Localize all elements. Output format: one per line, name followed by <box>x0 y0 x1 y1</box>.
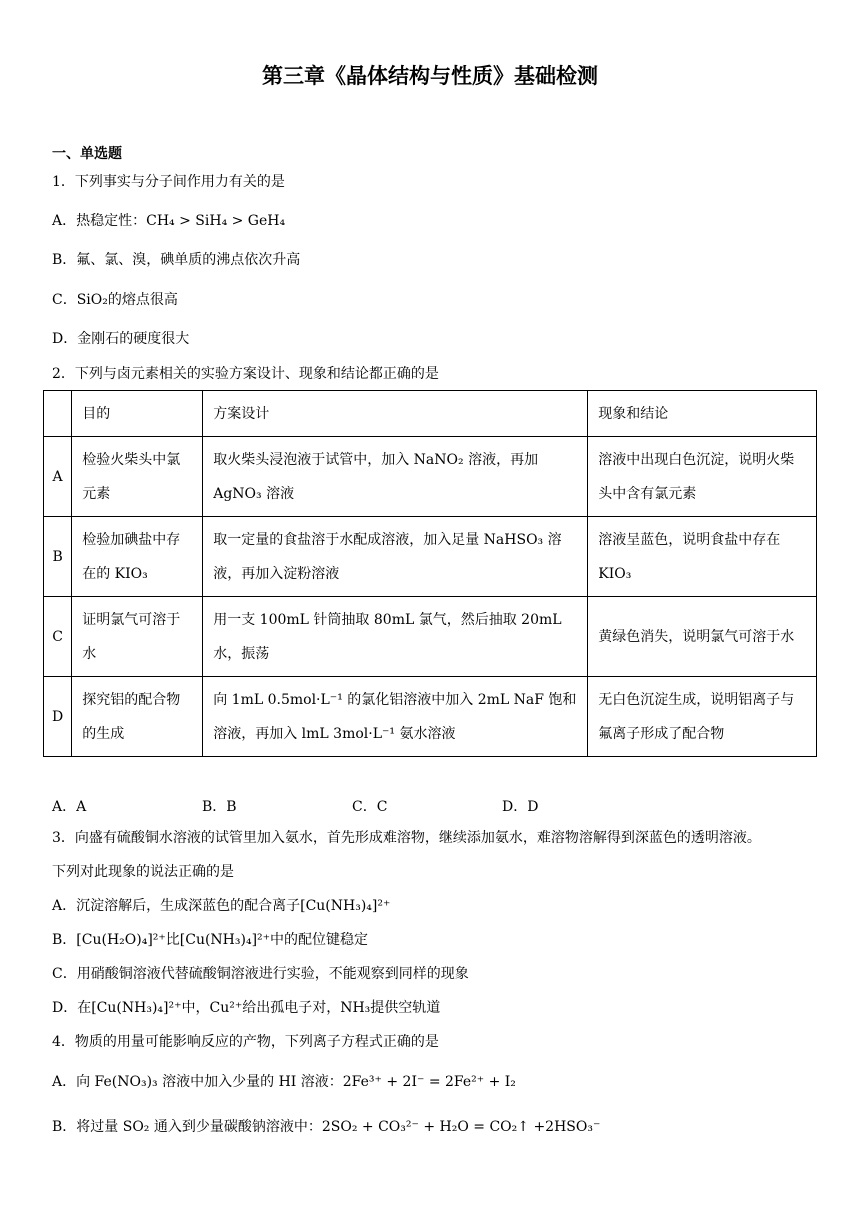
page-title: 第三章《晶体结构与性质》基础检测 <box>262 64 598 88</box>
row-purpose: 探究铝的配合物的生成 <box>72 677 203 757</box>
q2-choice-c: C．C <box>352 799 388 815</box>
q1-c-suffix: 的熔点很高 <box>107 292 178 308</box>
row-label: A <box>44 437 72 517</box>
row-result: 溶液呈蓝色，说明食盐中存在 KIO₃ <box>588 517 817 597</box>
row-design: 取一定量的食盐溶于水配成溶液，加入足量 NaHSO₃ 溶液，再加入淀粉溶液 <box>203 517 588 597</box>
q1-stem: 1．下列事实与分子间作用力有关的是 <box>52 174 285 190</box>
row-design: 向 1mL 0.5mol·L⁻¹ 的氯化铝溶液中加入 2mL NaF 饱和溶液，再加入 lmL 3mol·L⁻¹ 氨水溶液 <box>203 677 588 757</box>
row-label: D <box>44 677 72 757</box>
table-row <box>44 437 817 517</box>
table-row <box>44 517 817 597</box>
q3-option-c: C．用硝酸铜溶液代替硫酸铜溶液进行实验，不能观察到同样的现象 <box>52 966 469 982</box>
q4-b-formula: 2SO₂ + CO₃²⁻ + H₂O = CO₂↑ +2HSO₃⁻ <box>321 1119 601 1135</box>
q1-a-prefix: A．热稳定性： <box>52 213 147 229</box>
row-result: 溶液中出现白色沉淀，说明火柴头中含有氯元素 <box>588 437 817 517</box>
q4-stem: 4．物质的用量可能影响反应的产物，下列离子方程式正确的是 <box>52 1034 439 1050</box>
table-header-cell <box>44 391 72 437</box>
q3-option-d: D．在[Cu(NH₃)₄]²⁺中，Cu²⁺给出孤电子对，NH₃提供空轨道 <box>52 1000 441 1016</box>
q1-option-c <box>52 290 178 310</box>
q1-c-formula: SiO₂ <box>76 292 108 308</box>
q3-option-a: A．沉淀溶解后，生成深蓝色的配合离子[Cu(NH₃)₄]²⁺ <box>52 898 391 914</box>
q1-option-a <box>52 211 285 231</box>
table-row <box>44 597 817 677</box>
row-design: 取火柴头浸泡液于试管中，加入 NaNO₂ 溶液，再加 AgNO₃ 溶液 <box>203 437 588 517</box>
row-design: 用一支 100mL 针筒抽取 80mL 氯气，然后抽取 20mL 水，振荡 <box>203 597 588 677</box>
table-header-cell: 方案设计 <box>203 391 588 437</box>
q2-choice-a: A．A <box>52 799 87 815</box>
q1-c-prefix: C． <box>52 292 77 308</box>
table-header-cell: 目的 <box>72 391 203 437</box>
q3-stem-line1: 3．向盛有硫酸铜水溶液的试管里加入氨水，首先形成难溶物，继续添加氨水，难溶物溶解得到深蓝色的透明溶液。 <box>52 830 761 846</box>
q2-choice-b: B．B <box>202 799 237 815</box>
q1-a-formula: CH₄ > SiH₄ > GeH₄ <box>146 213 286 229</box>
row-purpose: 证明氯气可溶于水 <box>72 597 203 677</box>
q2-stem: 2．下列与卤元素相关的实验方案设计、现象和结论都正确的是 <box>52 366 439 382</box>
q1-option-d: D．金刚石的硬度很大 <box>52 331 190 347</box>
table-row <box>44 677 817 757</box>
q4-option-a <box>52 1072 516 1092</box>
q2-choice-d: D．D <box>502 799 539 815</box>
q1-option-b: B．氟、氯、溴，碘单质的沸点依次升高 <box>52 252 301 268</box>
experiment-table <box>43 390 817 757</box>
q4-a-formula: 2Fe³⁺ + 2I⁻ = 2Fe²⁺ + I₂ <box>342 1074 516 1090</box>
row-purpose: 检验加碘盐中存在的 KIO₃ <box>72 517 203 597</box>
q4-option-b <box>52 1117 600 1137</box>
row-purpose: 检验火柴头中氯元素 <box>72 437 203 517</box>
row-result: 黄绿色消失，说明氯气可溶于水 <box>588 597 817 677</box>
q4-b-prefix: B．将过量 SO₂ 通入到少量碳酸钠溶液中： <box>52 1119 322 1135</box>
section-heading: 一、单选题 <box>52 146 122 162</box>
q3-option-b: B．[Cu(H₂O)₄]²⁺比[Cu(NH₃)₄]²⁺中的配位键稳定 <box>52 932 369 948</box>
row-label: C <box>44 597 72 677</box>
row-result: 无白色沉淀生成，说明铝离子与氟离子形成了配合物 <box>588 677 817 757</box>
table-header-row <box>44 391 817 437</box>
q3-stem-line2: 下列对此现象的说法正确的是 <box>52 864 234 880</box>
q4-a-prefix: A．向 Fe(NO₃)₃ 溶液中加入少量的 HI 溶液： <box>52 1074 343 1090</box>
table-header-cell: 现象和结论 <box>588 391 817 437</box>
row-label: B <box>44 517 72 597</box>
